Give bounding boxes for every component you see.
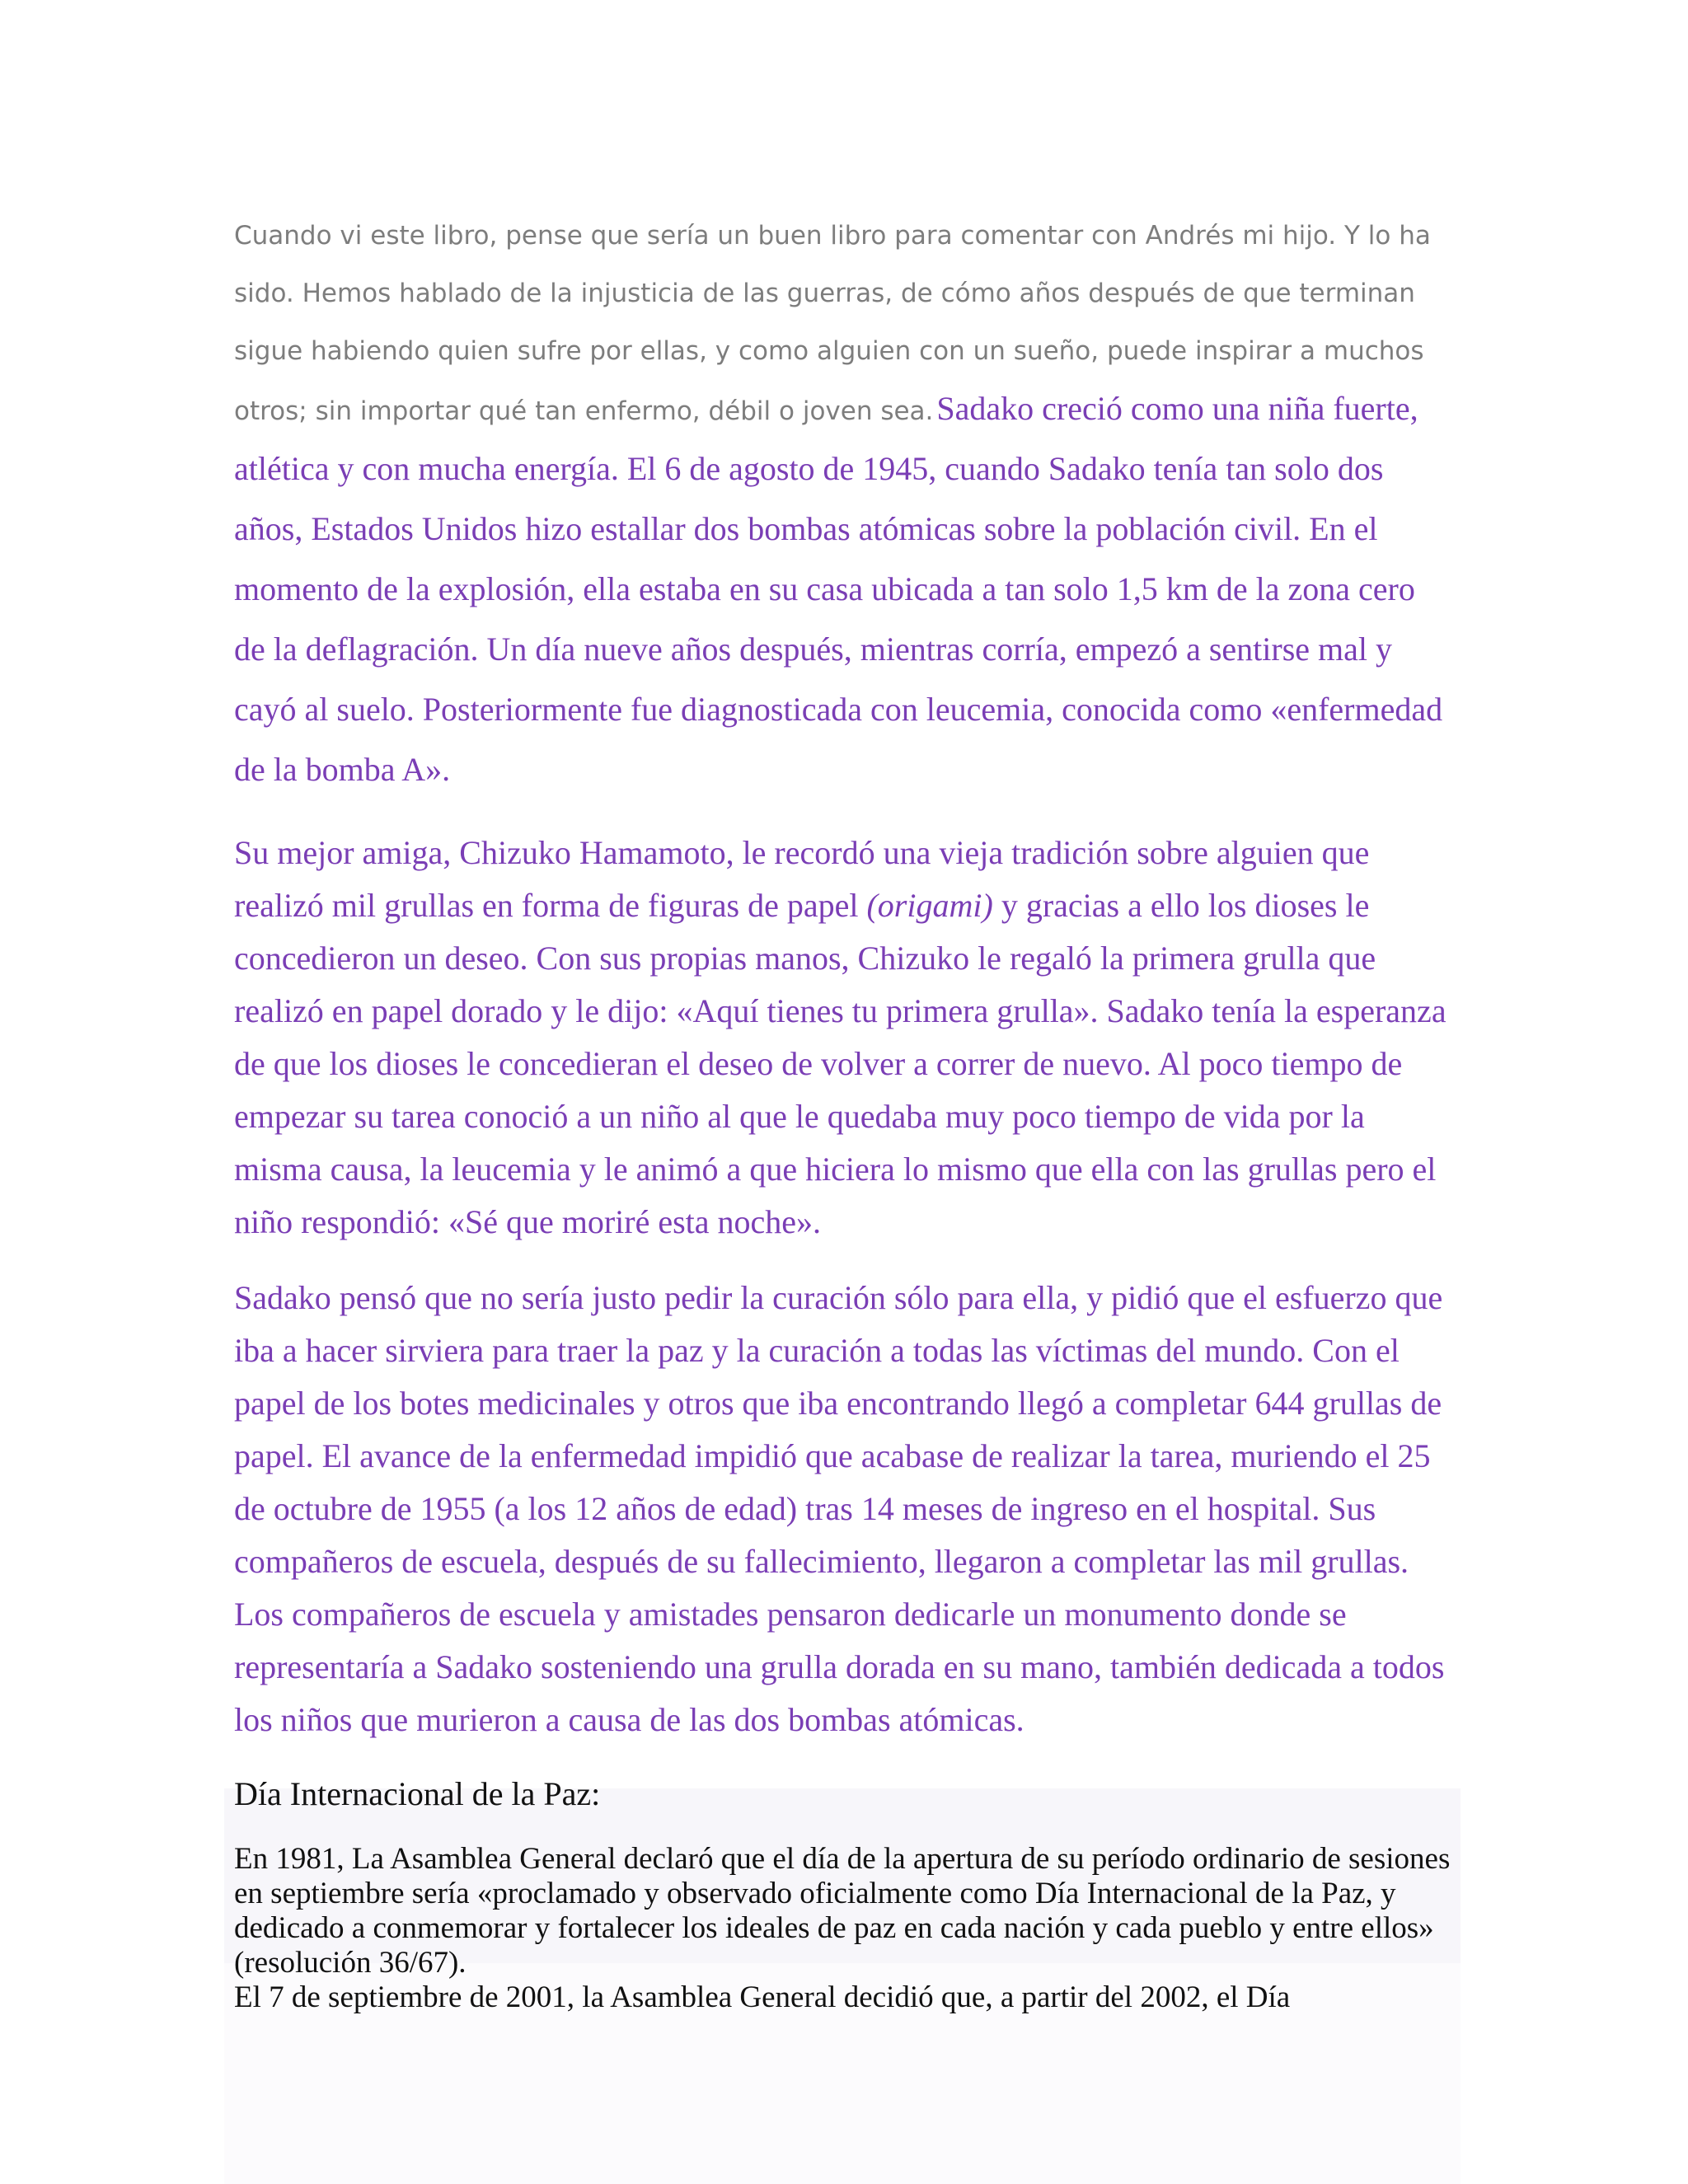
friend-text-end: y gracias a ello los dioses le concedieron un deseo. Con sus propias manos, Chizuko le regaló la primera grulla que realizó en papel dorado y le dijo: «Aquí tienes tu primera grulla». Sadako tenía la esperanza de que los dioses le concedieran el deseo de volver a correr de nuevo. Al poco tiempo de empezar su tarea conoció a un niño al que le quedaba muy poco tiempo de vida por la misma causa, la leucemia y le animó a que hiciera lo mismo que ella con las grullas pero el niño respondió: «Sé que moriré esta noche».	[234, 887, 1447, 1240]
peace-day-quote	[234, 1842, 1454, 2015]
friend-text-start: Su mejor amiga, Chizuko Hamamoto, le recordó una vieja tradición sobre alguien que realizó mil grullas en forma de figuras de papel	[234, 834, 1370, 924]
wish-paragraph: Sadako pensó que no sería justo pedir la curación sólo para ella, y pidió que el esfuerzo que iba a hacer sirviera para traer la paz y la curación a todas las víctimas del mundo. Con el papel de los botes medicinales y otros que iba encontrando llegó a completar 644 grullas de papel. El avance de la enfermedad impidió que acabase de realizar la tarea, muriendo el 25 de octubre de 1955 (a los 12 años de edad) tras 14 meses de ingreso en el hospital. Sus compañeros de escuela, después de su fallecimiento, llegaron a completar las mil grullas. Los compañeros de escuela y amistades pensaron dedicarle un monumento donde se representaría a Sadako sosteniendo una grulla dorada en su mano, también dedicada a todos los niños que murieron a causa de las dos bombas atómicas.	[234, 1279, 1445, 1738]
document-body	[234, 209, 1454, 2015]
opening-paragraph	[234, 209, 1454, 804]
quote-paragraph-2: El 7 de septiembre de 2001, la Asamblea General decidió que, a partir del 2002, el Día	[234, 1980, 1291, 2014]
friend-paragraph	[234, 827, 1454, 1249]
quote-paragraph-1: En 1981, La Asamblea General declaró que el día de la apertura de su período ordinario de sesiones en septiembre sería «proclamado y observado oficialmente como Día Internacional de la Paz, y dedicado a conmemorar y fortalecer los ideales de paz en cada nación y cada pueblo y entre ellos» (resolución 36/67).	[234, 1842, 1451, 1980]
section-heading: Día Internacional de la Paz:	[234, 1775, 601, 1812]
origami-term: (origami)	[866, 887, 993, 924]
story-text: Sadako creció como una niña fuerte, atlética y con mucha energía. El 6 de agosto de 1945, cuando Sadako tenía tan solo dos años, Estados Unidos hizo estallar dos bombas atómicas sobre la población civil. En el momento de la explosión, ella estaba en su casa ubicada a tan solo 1,5 km de la zona cero de la deflagración. Un día nueve años después, mientras corría, empezó a sentirse mal y cayó al suelo. Posteriormente fue diagnosticada con leucemia, conocida como «enfermedad de la bomba A».	[234, 390, 1443, 788]
intro-text: Cuando vi este libro, pense que sería un buen libro para comentar con Andrés mi hijo. Y lo ha sido. Hemos hablado de la injusticia de las guerras, de cómo años después de que terminan sigue habiendo quien sufre por ellas, y como alguien con un sueño, puede inspirar a muchos otros; sin importar qué tan enfermo, débil o joven sea.	[234, 221, 1431, 426]
